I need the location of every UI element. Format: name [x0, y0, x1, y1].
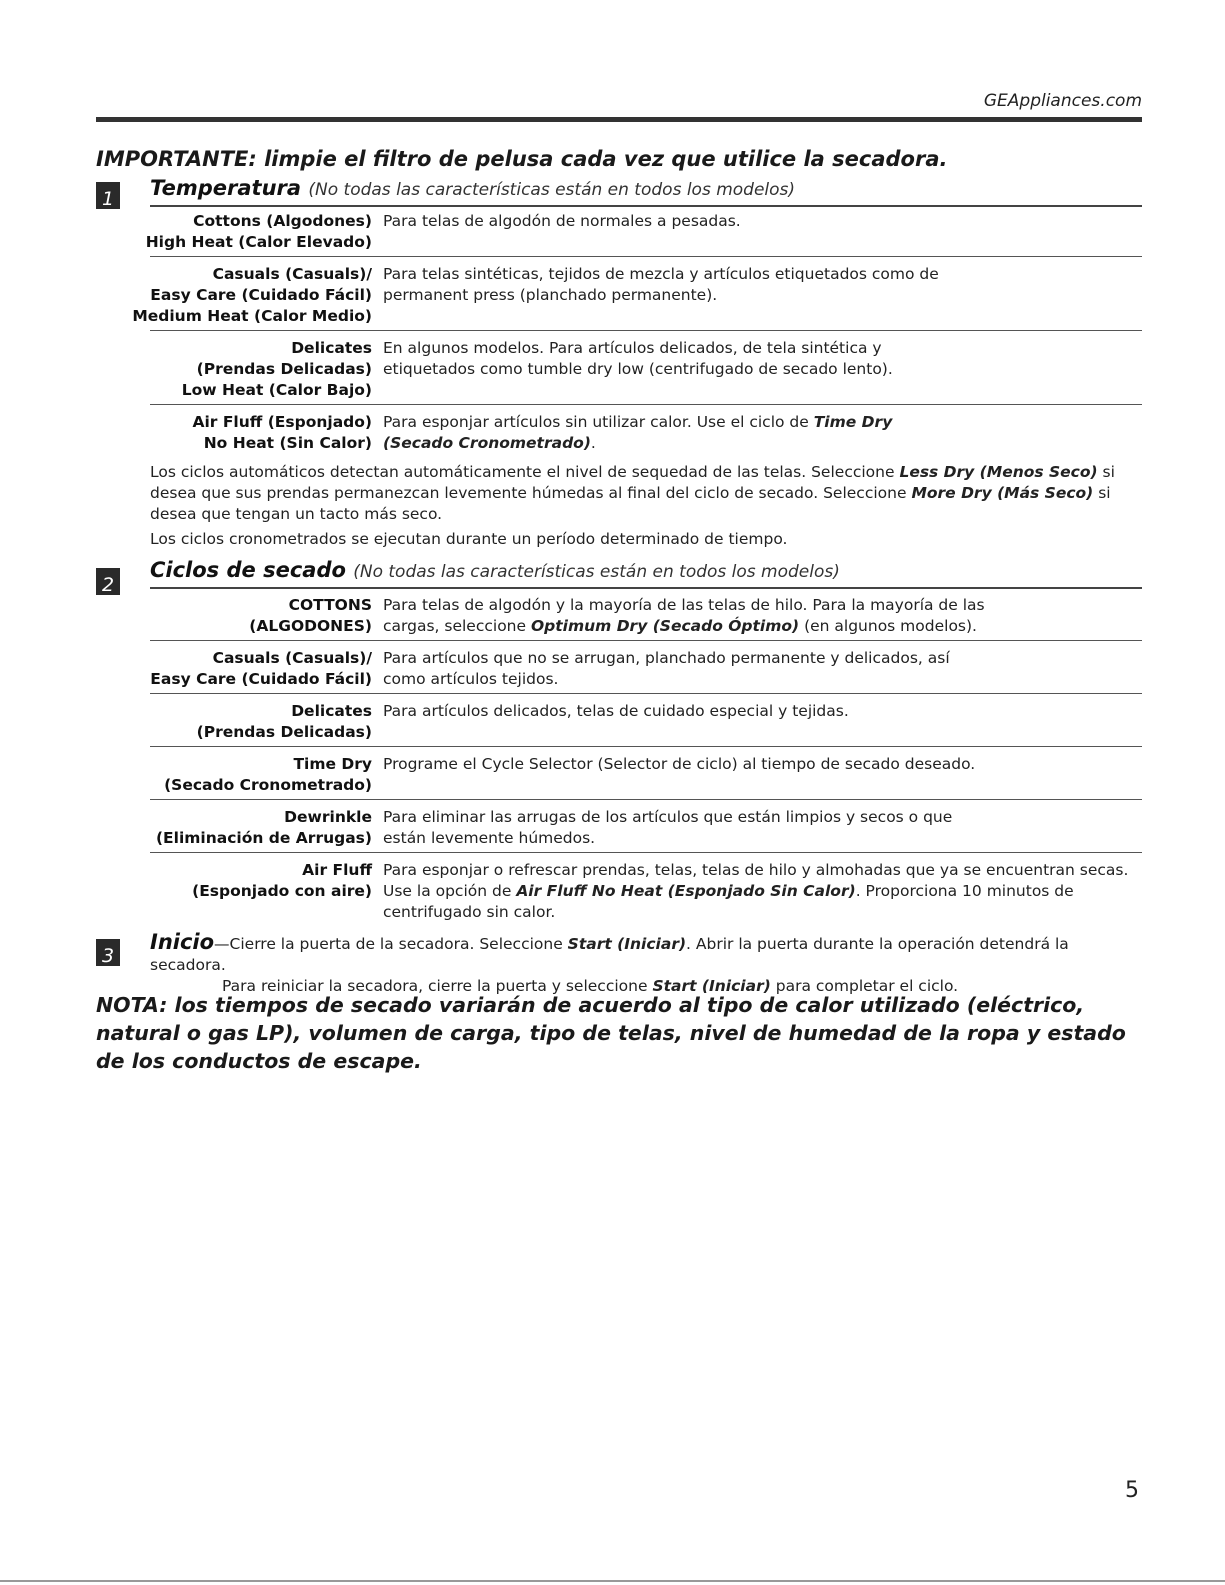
temp-row-cottons — [145, 211, 1142, 257]
temp-label-delicates: Delicates (Prendas Delicadas) Low Heat (Calor Bajo) — [181, 339, 372, 399]
header-rule — [96, 117, 1142, 122]
section-2-badge: 2 — [96, 568, 120, 595]
section-1-rule — [150, 205, 1142, 207]
cycle-label-delicates: Delicates (Prendas Delicadas) — [196, 702, 372, 741]
section-1-note: (No todas las características están en todos los modelos) — [308, 180, 796, 200]
cycle-desc-delicates: Para artículos delicados, telas de cuidado especial y tejidas. — [383, 702, 849, 720]
temp-label-cottons: Cottons (Algodones) High Heat (Calor Elevado) — [145, 212, 372, 251]
section-2-note: (No todas las características están en todos los modelos) — [353, 562, 840, 582]
cycle-desc-air-fluff: Para esponjar o refrescar prendas, telas, telas de hilo y almohadas que ya se encuentran secas. Use la opción de Air Fluff No Heat (Esponjado Sin Calor). Proporciona 10 minutos de centrifugado sin calor. — [383, 861, 1129, 921]
cycle-row-time-dry — [150, 754, 1142, 800]
section-1-title: Temperatura (No todas las características están en todos los modelos) — [150, 176, 796, 200]
cycle-row-delicates — [150, 701, 1142, 747]
cycle-label-time-dry: Time Dry (Secado Cronometrado) — [164, 755, 372, 794]
cycle-label-air-fluff: Air Fluff (Esponjado con aire) — [192, 861, 372, 900]
site-url: GEAppliances.com — [983, 91, 1142, 111]
cycle-row-casuals — [150, 648, 1142, 694]
section-2-title: Ciclos de secado (No todas las características están en todos los modelos) — [150, 558, 840, 582]
temp-row-delicates — [150, 338, 1142, 405]
bottom-edge — [0, 1580, 1225, 1582]
temp-desc-air-fluff: Para esponjar artículos sin utilizar calor. Use el ciclo de Time Dry (Secado Cronometrado). — [383, 413, 893, 452]
cycle-desc-dewrinkle: Para eliminar las arrugas de los artículos que están limpios y secos o que están levemente húmedos. — [383, 808, 953, 847]
cycle-label-casuals: Casuals (Casuals)/ Easy Care (Cuidado Fácil) — [150, 649, 372, 688]
cycle-row-dewrinkle — [150, 807, 1142, 853]
cycle-desc-time-dry: Programe el Cycle Selector (Selector de ciclo) al tiempo de secado deseado. — [383, 755, 976, 773]
temp-label-casuals: Casuals (Casuals)/ Easy Care (Cuidado Fácil) Medium Heat (Calor Medio) — [132, 265, 372, 325]
temp-row-casuals — [132, 264, 1142, 331]
temp-desc-cottons: Para telas de algodón de normales a pesadas. — [383, 212, 741, 230]
start-section: Inicio—Cierre la puerta de la secadora. Seleccione Start (Iniciar). Abrir la puerta durante la operación detendrá la secadora. Para reiniciar la secadora, cierre la puerta y seleccione Start (Iniciar) para completar el ciclo. — [150, 930, 1069, 995]
section-1-badge: 1 — [96, 182, 120, 209]
cycle-row-air-fluff — [150, 860, 1142, 926]
temp-row-air-fluff — [150, 412, 1142, 457]
cycle-label-dewrinkle: Dewrinkle (Eliminación de Arrugas) — [155, 808, 372, 847]
drying-time-note: NOTA: los tiempos de secado variarán de acuerdo al tipo de calor utilizado (eléctrico, natural o gas LP), volumen de carga, tipo de telas, nivel de humedad de la ropa y estado de los conductos de escape. — [96, 993, 1126, 1073]
temp-desc-casuals: Para telas sintéticas, tejidos de mezcla y artículos etiquetados como de permanent press (planchado permanente). — [383, 265, 939, 304]
timed-cycles-paragraph: Los ciclos cronometrados se ejecutan durante un período determinado de tiempo. — [150, 530, 788, 548]
cycle-row-cottons — [150, 595, 1142, 641]
temp-desc-delicates: En algunos modelos. Para artículos delicados, de tela sintética y etiquetados como tumble dry low (centrifugado de secado lento). — [383, 339, 893, 378]
cycle-label-cottons: COTTONS (ALGODONES) — [249, 596, 372, 635]
page-number: 5 — [1125, 1478, 1139, 1503]
auto-cycles-paragraph: Los ciclos automáticos detectan automáticamente el nivel de sequedad de las telas. Seleccione Less Dry (Menos Seco) si desea que sus prendas permanezcan levemente húmedas al final del ciclo de secado. Seleccione More Dry (Más Seco) si desea que tengan un tacto más seco. — [150, 463, 1115, 523]
cycle-desc-cottons: Para telas de algodón y la mayoría de las telas de hilo. Para la mayoría de las cargas, seleccione Optimum Dry (Secado Óptimo) (en algunos modelos). — [383, 596, 985, 635]
important-heading: IMPORTANTE: limpie el filtro de pelusa cada vez que utilice la secadora. — [96, 147, 948, 171]
section-3-badge: 3 — [96, 939, 120, 966]
section-2-rule — [150, 587, 1142, 589]
section-3-title: Inicio — [150, 930, 215, 954]
temp-label-air-fluff: Air Fluff (Esponjado) No Heat (Sin Calor) — [192, 413, 372, 452]
cycle-desc-casuals: Para artículos que no se arrugan, planchado permanente y delicados, así como artículos tejidos. — [383, 649, 950, 688]
